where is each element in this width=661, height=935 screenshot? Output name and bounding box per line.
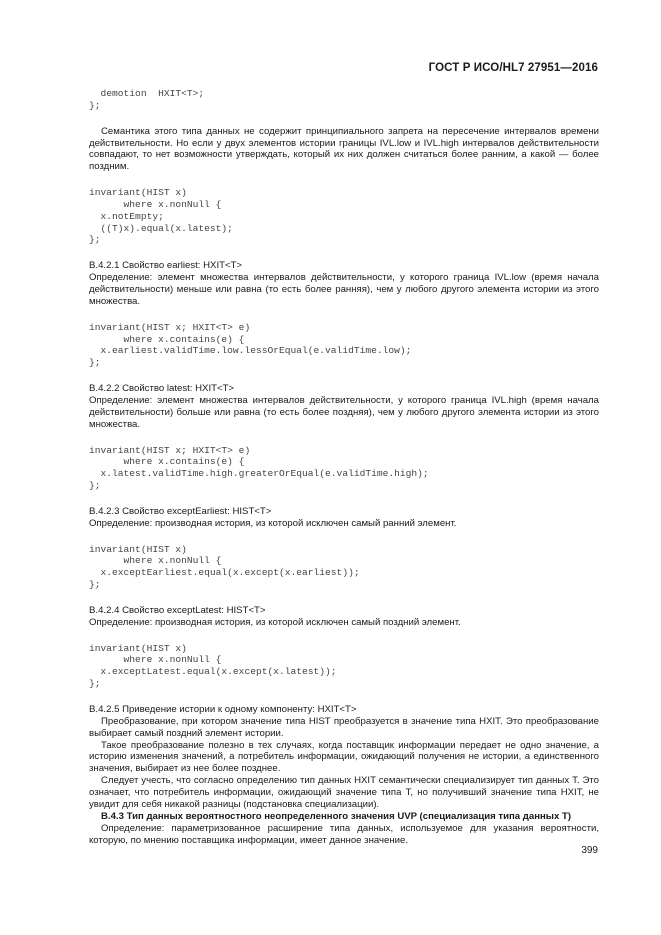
paragraph-reduction-2: Такое преобразование полезно в тех случаях, когда поставщик информации передает не одно значение, а историю изменения значений, а потребитель информации, ожидающий получения не истории, а единственного значения, выбирает из нее более позднее. <box>89 739 599 775</box>
section-heading-except-latest: B.4.2.4 Свойство exceptLatest: HIST<T> <box>89 604 266 616</box>
code-block-latest: invariant(HIST x; HXIT<T> e) where x.contains(e) { x.latest.validTime.high.greaterOrEqual(e.validTime.high); }; <box>89 444 429 492</box>
section-heading-uvp: B.4.3 Тип данных вероятностного неопределенного значения UVP (специализация типа данных T) <box>101 810 572 822</box>
code-block-invariant-hist: invariant(HIST x) where x.nonNull { x.notEmpty; ((T)x).equal(x.latest); }; <box>89 187 233 246</box>
paragraph-reduction-3: Следует учесть, что согласно определению тип данных HXIT семантически специализирует тип данных T. Это означает, что потребитель информации, ожидающий значение типа T, но получивший значение типа HXIT, не увидит для себя никакой разницы (подстановка специализации). <box>89 775 599 811</box>
section-heading-latest: B.4.2.2 Свойство latest: HXIT<T> <box>89 383 235 395</box>
definition-except-earliest: Определение: производная история, из которой исключен самый ранний элемент. <box>89 517 457 529</box>
definition-uvp: Определение: параметризованное расширение типа данных, используемое для указания вероятности, которую, по мнению поставщика информации, имеет данное значение. <box>89 822 599 846</box>
code-block-except-earliest: invariant(HIST x) where x.nonNull { x.exceptEarliest.equal(x.except(x.earliest)); }; <box>89 543 360 591</box>
code-block-demotion: demotion HXIT<T>; }; <box>89 88 205 111</box>
page-number: 399 <box>581 845 598 856</box>
paragraph-reduction-1: Преобразование, при котором значение типа HIST преобразуется в значение типа HXIT. Это преобразование выбирает самый поздний элемент истории. <box>89 715 599 739</box>
section-heading-reduction: B.4.2.5 Приведение истории к одному компоненту: HXIT<T> <box>89 703 357 715</box>
definition-except-latest: Определение: производная история, из которой исключен самый поздний элемент. <box>89 616 461 628</box>
paragraph-semantics: Семантика этого типа данных не содержит принципиального запрета на пересечение интервалов времени действительности. Но если у двух элементов истории границы IVL.low и IVL.high интервалов действительности совпадают, то нет возможности утверждать, который их них должен считаться более ранним, а какой — более поздним. <box>89 125 599 173</box>
code-block-earliest: invariant(HIST x; HXIT<T> e) where x.contains(e) { x.earliest.validTime.low.lessOrEqual(e.validTime.low); }; <box>89 321 412 369</box>
page-content <box>89 88 599 847</box>
document-header: ГОСТ Р ИСО/HL7 27951—2016 <box>428 62 598 74</box>
section-heading-except-earliest: B.4.2.3 Свойство exceptEarliest: HIST<T> <box>89 505 272 517</box>
definition-earliest: Определение: элемент множества интервалов действительности, у которого граница IVL.low (время начала действительности) меньше или равна (то есть более ранняя), чем у любого другого элемента истории из этого множества. <box>89 272 599 307</box>
definition-latest: Определение: элемент множества интервалов действительности, у которого граница IVL.high (время начала действительности) больше или равна (то есть более поздняя), чем у любого другого элемента истории из этого множества. <box>89 394 599 430</box>
section-heading-earliest: B.4.2.1 Свойство earliest: HXIT<T> <box>89 260 243 272</box>
code-block-except-latest: invariant(HIST x) where x.nonNull { x.exceptLatest.equal(x.except(x.latest)); }; <box>89 642 337 690</box>
